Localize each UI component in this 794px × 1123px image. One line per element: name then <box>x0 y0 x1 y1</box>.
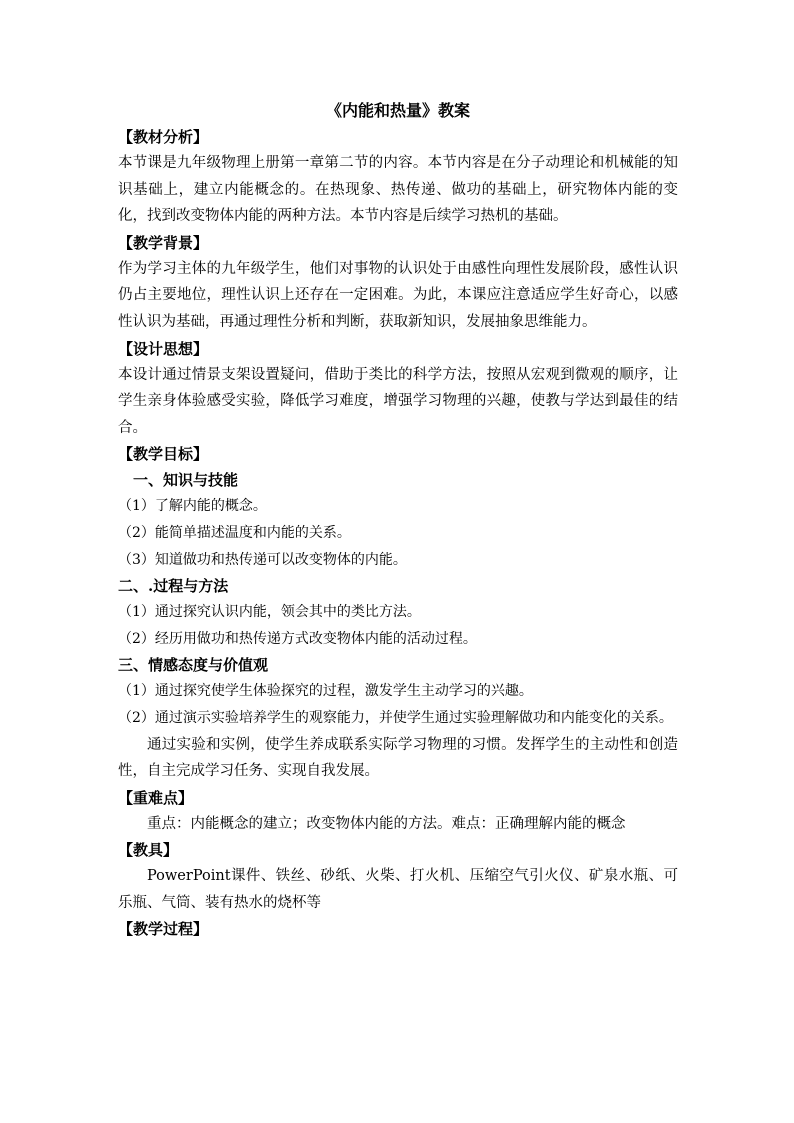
heading-teaching-process: 【教学过程】 <box>118 920 209 939</box>
paragraph-textbook-analysis: 本节课是九年级物理上册第一章第二节的内容。本节内容是在分子动理论和机械能的知识基础上，建立内能概念的。在热现象、热传递、做功的基础上，研究物体内能的变化，找到改变物体内能的两种方法。本节内容是后续学习热机的基础。 <box>118 155 678 225</box>
paragraph-teaching-aids: PowerPoint课件、铁丝、砂纸、火柴、打火机、压缩空气引火仪、矿泉水瓶、可乐瓶、气筒、装有热水的烧杯等 <box>118 868 678 911</box>
heading-key-points: 【重难点】 <box>118 788 194 807</box>
document-page <box>118 98 678 942</box>
heading-teaching-aids: 【教具】 <box>118 841 179 860</box>
list-item: （1）通过探究使学生体验探究的过程，激发学生主动学习的兴趣。 <box>118 683 533 700</box>
list-item: （2）通过演示实验培养学生的观察能力，并使学生通过实验理解做功和内能变化的关系。 <box>118 709 673 726</box>
subheading-attitude-values: 三、情感态度与价值观 <box>118 656 269 675</box>
heading-design-idea: 【设计思想】 <box>118 339 209 358</box>
list-item: （1）了解内能的概念。 <box>118 498 267 515</box>
document-title: 《内能和热量》教案 <box>325 101 470 120</box>
paragraph-attitude-extra: 通过实验和实例，使学生养成联系实际学习物理的习惯。发挥学生的主动性和创造性，自主完成学习任务、实现自我发展。 <box>118 736 678 780</box>
list-item: （1）通过探究认识内能，领会其中的类比方法。 <box>118 604 421 621</box>
heading-teaching-goals: 【教学目标】 <box>118 445 209 464</box>
subheading-process-method: 二、.过程与方法 <box>118 577 229 596</box>
heading-teaching-background: 【教学背景】 <box>118 233 209 252</box>
paragraph-teaching-background: 作为学习主体的九年级学生，他们对事物的认识处于由感性向理性发展阶段，感性认识仍占主要地位，理性认识上还存在一定困难。为此，本课应注意适应学生好奇心，以感性认识为基础，再通过理性分析和判断，获取新知识，发展抽象思维能力。 <box>118 260 678 330</box>
heading-textbook-analysis: 【教材分析】 <box>118 128 209 146</box>
subheading-knowledge-skills: 一、知识与技能 <box>133 471 239 490</box>
paragraph-design-idea: 本设计通过情景支架设置疑问，借助于类比的科学方法，按照从宏观到微观的顺序，让学生亲身体验感受实验，降低学习难度，增强学习物理的兴趣，使教与学达到最佳的结合。 <box>118 366 678 436</box>
list-item: （2）能简单描述温度和内能的关系。 <box>118 524 351 541</box>
list-item: （2）经历用做功和热传递方式改变物体内能的活动过程。 <box>118 630 477 647</box>
paragraph-key-points: 重点：内能概念的建立；改变物体内能的方法。难点：正确理解内能的概念 <box>147 815 626 832</box>
list-item: （3）知道做功和热传递可以改变物体的内能。 <box>118 551 407 568</box>
